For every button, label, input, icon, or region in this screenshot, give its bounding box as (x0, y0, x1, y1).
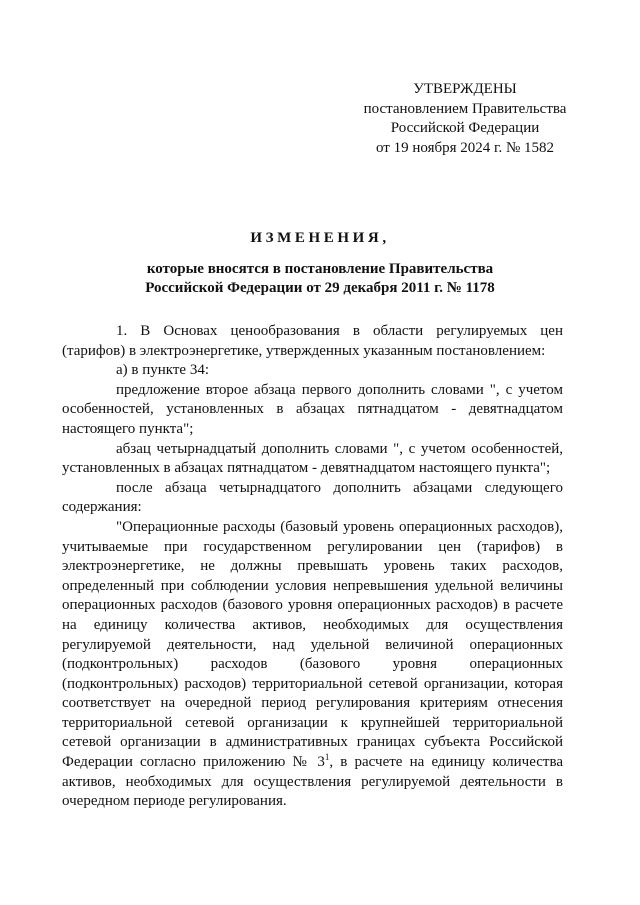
document-body (62, 322, 563, 812)
paragraph-2: а) в пункте 34: (116, 362, 210, 379)
paragraph-6 (62, 518, 563, 812)
title-main: ИЗМЕНЕНИЯ, (250, 230, 390, 246)
paragraph-5: после абзаца четырнадцатого дополнить абзацами следующего содержания: (62, 479, 563, 516)
approval-line-1: постановлением Правительства (363, 100, 567, 117)
approval-line-3: от 19 ноября 2024 г. № 1582 (375, 139, 555, 156)
approval-line-2: Российской Федерации (390, 120, 540, 136)
document-title (60, 228, 580, 298)
paragraph-6-tail: , в расчете на единицу количества активов, необходимых для осуществления регулируемой деятельности в очередном периоде регулирования. (62, 754, 563, 810)
superscript-footnote: 1 (324, 752, 330, 763)
paragraph-6-text: "Операционные расходы (базовый уровень операционных расходов), учитываемые при государственном регулировании цен (тарифов) в электроэнергетике, не должны превышать уровень таких расходов, определенный при соблюдении условия непревышения удельной величины операционных расходов (базового уровня операционных расходов) в расчете на единицу количества активов, необходимых для осуществления регулируемой деятельности, над удельной величиной операционных (подконтрольных) расходов (базового уровня операционных (подконтрольных) расходов) территориальной сетевой организации, которая соответствует на очередной период регулирования критериям отнесения территориальной сетевой организации к крупнейшей территориальной сетевой организации в административных границах субъекта Российской Федерации согласно приложению № 3 (62, 518, 563, 771)
title-subtitle (60, 260, 580, 298)
paragraph-3: предложение второе абзаца первого дополнить словами ", с учетом особенностей, установленных в абзацах пятнадцатом - девятнадцатом настоящего пункта"; (62, 381, 563, 437)
paragraph-4: абзац четырнадцатый дополнить словами ", с учетом особенностей, установленных в абзацах пятнадцатом - девятнадцатом настоящего пункта"; (62, 440, 563, 477)
approval-heading: УТВЕРЖДЕНЫ (413, 81, 517, 97)
approval-stamp (330, 80, 600, 158)
subtitle-line-2: Российской Федерации от 29 декабря 2011 г. № 1178 (145, 280, 495, 296)
paragraph-1: 1. В Основах ценообразования в области регулируемых цен (тарифов) в электроэнергетике, утвержденных указанным постановлением: (62, 323, 563, 359)
subtitle-line-1: которые вносятся в постановление Правительства (146, 261, 494, 277)
